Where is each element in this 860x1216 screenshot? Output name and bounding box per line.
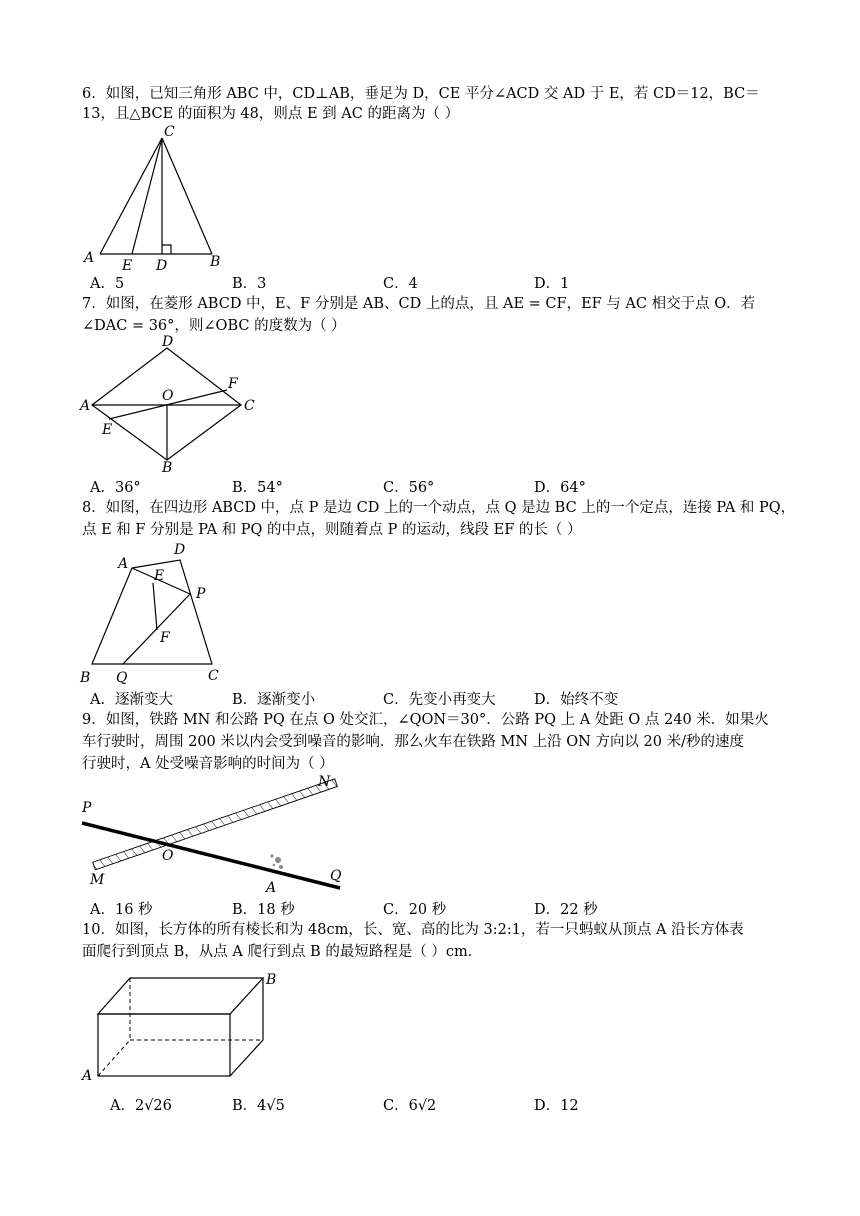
label-d: D [162,334,174,350]
question-10-line-1: 10．如图，长方体的所有棱长和为 48cm，长、宽、高的比为 3:2:1，若一只蚂蚁从顶点 A 沿长方体表 [82,922,744,938]
option-b[interactable]: B．18 秒 [232,902,295,918]
label-p: P [82,800,92,816]
figure-rhombus [78,334,278,474]
option-b[interactable]: B．4√5 [232,1098,285,1114]
question-8-line-1: 8．如图，在四边形 ABCD 中，点 P 是边 CD 上的一个动点，点 Q 是边 BC 上的一个定点，连接 PA 和 PQ， [82,500,796,516]
label-b: B [162,460,173,476]
option-c[interactable]: C．4 [383,276,418,292]
option-d[interactable]: D．始终不变 [534,692,619,708]
label-q: Q [330,868,342,884]
label-a: A [118,556,129,572]
label-c: C [208,668,219,684]
question-9-line-2: 车行驶时，周围 200 米以内会受到噪音的影响．那么火车在铁路 MN 上沿 ON 方向以 20 米/秒的速度 [82,734,744,750]
figure-triangle [82,124,232,274]
question-9-line-3: 行驶时，A 处受噪音影响的时间为（ ） [82,756,334,772]
question-8-line-2: 点 E 和 F 分别是 PA 和 PQ 的中点，则随着点 P 的运动，线段 EF 的长（ ） [82,522,582,538]
option-a[interactable]: A．5 [90,276,125,292]
label-f: F [160,630,170,646]
option-d[interactable]: D．1 [534,276,570,292]
option-c[interactable]: C．20 秒 [383,902,447,918]
figure-railway-road [78,768,368,898]
label-a: A [80,398,91,414]
option-a[interactable]: A．2√26 [110,1098,172,1114]
option-c[interactable]: C．56° [383,480,435,496]
option-a[interactable]: A．逐渐变大 [90,692,173,708]
label-c: C [164,124,175,140]
option-d[interactable]: D．64° [534,480,586,496]
label-e: E [102,422,113,438]
option-d[interactable]: D．12 [534,1098,579,1114]
figure-cuboid [78,966,288,1086]
question-6-line-2: 13，且△BCE 的面积为 48，则点 E 到 AC 的距离为（ ） [82,106,460,122]
label-f: F [228,376,238,392]
label-c: C [244,398,255,414]
label-n: N [318,774,331,790]
option-c[interactable]: C．6√2 [383,1098,437,1114]
question-7-line-2: ∠DAC = 36°，则∠OBC 的度数为（ ） [82,318,346,334]
label-a: A [84,250,95,266]
label-o: O [162,848,174,864]
question-10-line-2: 面爬行到顶点 B，从点 A 爬行到点 B 的最短路程是（ ）cm． [82,944,483,960]
option-c[interactable]: C．先变小再变大 [383,692,496,708]
label-a: A [266,880,277,896]
label-m: M [90,872,105,888]
option-b[interactable]: B．54° [232,480,283,496]
label-q: Q [116,670,128,686]
option-b[interactable]: B．逐渐变小 [232,692,316,708]
label-e: E [154,568,165,584]
figure-quadrilateral [78,538,238,688]
question-6-line-1: 6．如图，已知三角形 ABC 中，CD⊥AB，垂足为 D，CE 平分∠ACD 交 AD 于 E，若 CD＝12，BC＝ [82,86,760,102]
label-d: D [156,258,168,274]
label-o: O [162,388,174,404]
label-p: P [196,586,206,602]
option-d[interactable]: D．22 秒 [534,902,598,918]
label-a: A [82,1068,93,1084]
question-7-line-1: 7．如图，在菱形 ABCD 中，E、F 分别是 AB、CD 上的点，且 AE = CF，EF 与 AC 相交于点 O．若 [82,296,756,312]
label-e: E [122,258,133,274]
label-d: D [174,542,186,558]
label-b: B [80,670,91,686]
option-a[interactable]: A．36° [90,480,141,496]
option-b[interactable]: B．3 [232,276,267,292]
label-b: B [266,972,277,988]
label-b: B [210,254,221,270]
question-9-line-1: 9．如图，铁路 MN 和公路 PQ 在点 O 处交汇，∠QON＝30°．公路 PQ 上 A 处距 O 点 240 米．如果火 [82,712,769,728]
option-a[interactable]: A．16 秒 [90,902,153,918]
